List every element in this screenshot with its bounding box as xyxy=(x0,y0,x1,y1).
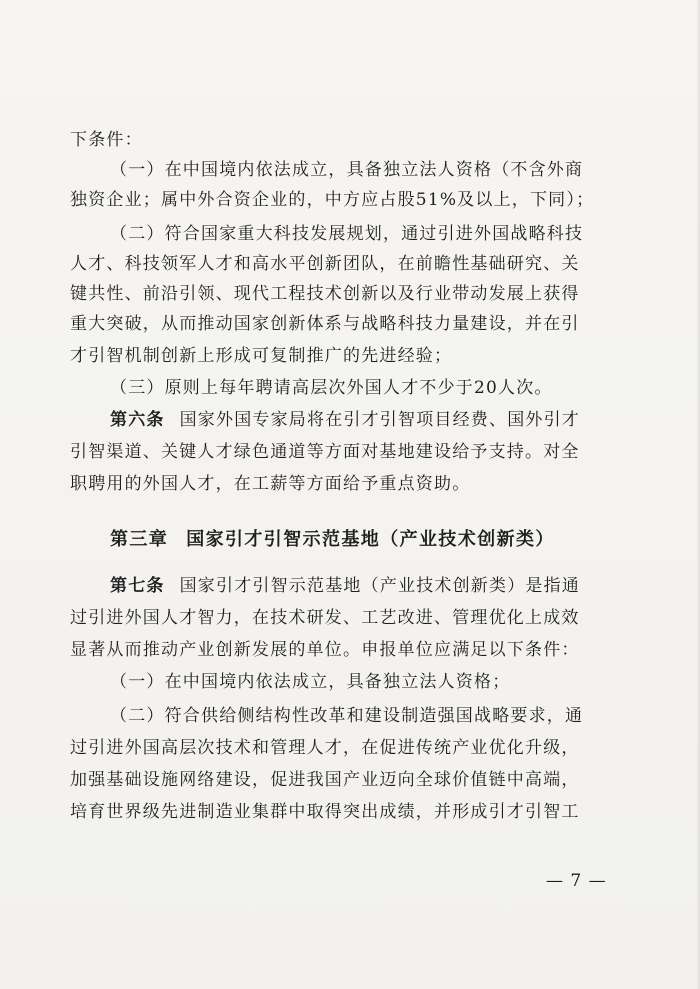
text-line-1: 下条件： xyxy=(70,130,143,150)
text-line-12: 过引进外国人才智力，在技术研发、工艺改进、管理优化上成效 xyxy=(70,608,580,628)
text-line-18: 培育世界级先进制造业集群中取得突出成绩，并形成引才引智工 xyxy=(70,802,580,822)
chapter-3-title: 国家引才引智示范基地（产业技术创新类） xyxy=(186,529,555,550)
article-7-line xyxy=(110,574,580,598)
text-line-2: （一）在中国境内依法成立，具备独立法人资格（不含外商 xyxy=(110,160,584,180)
text-line-8: 才引智机制创新上形成可复制推广的先进经验； xyxy=(70,346,453,366)
text-line-16: 过引进外国高层次技术和管理人才，在促进传统产业优化升级， xyxy=(70,738,580,758)
text-line-7: 重大突破，从而推动国家创新体系与战略科技力量建设，并在引 xyxy=(70,314,580,334)
page-number: — 7 — xyxy=(546,871,607,891)
article-6-label: 第六条 xyxy=(110,410,165,430)
text-line-11: 职聘用的外国人才，在工薪等方面给予重点资助。 xyxy=(70,474,471,494)
chapter-3-label: 第三章 xyxy=(110,529,169,550)
text-line-5: 人才、科技领军人才和高水平创新团队，在前瞻性基础研究、关 xyxy=(70,254,580,274)
article-7-label: 第七条 xyxy=(110,576,165,596)
text-line-15: （二）符合供给侧结构性改革和建设制造强国战略要求，通 xyxy=(110,706,584,726)
article-7-text: 国家引才引智示范基地（产业技术创新类）是指通 xyxy=(179,576,581,596)
text-line-14: （一）在中国境内依法成立，具备独立法人资格； xyxy=(110,672,511,692)
text-line-13: 显著从而推动产业创新发展的单位。申报单位应满足以下条件： xyxy=(70,640,580,660)
text-line-10: 引智渠道、关键人才绿色通道等方面对基地建设给予支持。对全 xyxy=(70,442,580,462)
article-6-line xyxy=(110,408,580,432)
text-line-6: 键共性、前沿引领、现代工程技术创新以及行业带动发展上获得 xyxy=(70,284,580,304)
article-6-text: 国家外国专家局将在引才引智项目经费、国外引才 xyxy=(179,410,581,430)
text-line-3: 独资企业；属中外合资企业的，中方应占股51%及以上，下同）； xyxy=(70,190,595,210)
text-line-9: （三）原则上每年聘请高层次外国人才不少于20人次。 xyxy=(110,378,553,398)
scan-edge xyxy=(696,0,700,989)
text-line-17: 加强基础设施网络建设，促进我国产业迈向全球价值链中高端， xyxy=(70,770,580,790)
text-line-4: （二）符合国家重大科技发展规划，通过引进外国战略科技 xyxy=(110,224,584,244)
chapter-3-heading xyxy=(110,528,555,552)
